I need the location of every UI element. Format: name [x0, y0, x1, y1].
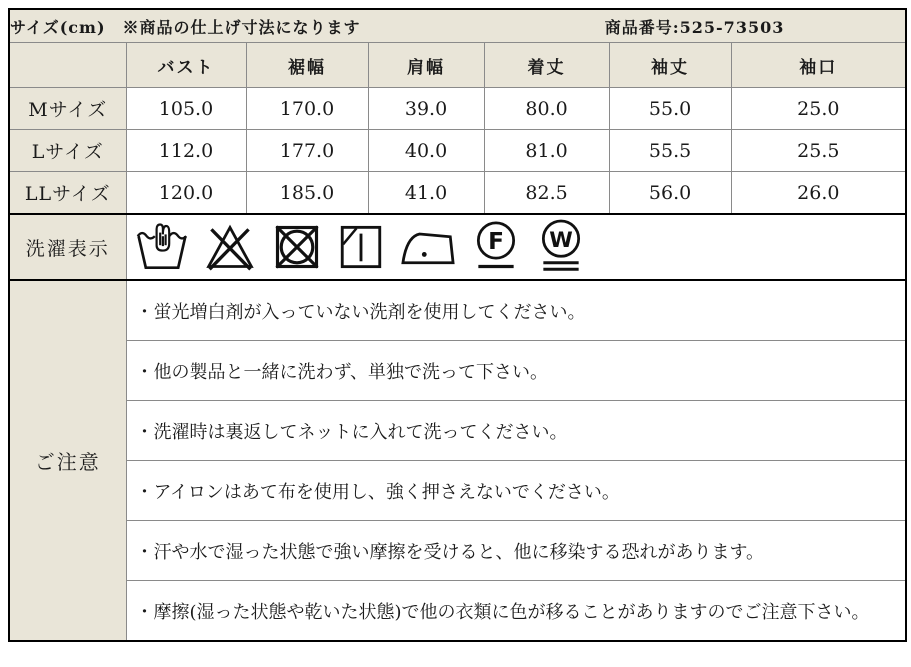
- column-header-row: [9, 43, 906, 88]
- size-row-l: [9, 130, 906, 172]
- size-value-cell: 112.0: [126, 130, 246, 172]
- column-header-hem-width: 裾幅: [246, 43, 368, 88]
- product-size-spec-page: [0, 8, 911, 667]
- care-note-row: [9, 280, 906, 341]
- care-note-row: [9, 461, 906, 521]
- size-value-cell: 25.0: [731, 88, 906, 130]
- size-value-cell: 81.0: [484, 130, 609, 172]
- care-symbols-strip: [127, 219, 906, 275]
- column-header-shoulder-width: 肩幅: [368, 43, 484, 88]
- size-label-ll: LLサイズ: [9, 172, 126, 215]
- product-number: 商品番号:525-73503: [484, 9, 906, 43]
- size-value-cell: 185.0: [246, 172, 368, 215]
- notes-section-label: ご注意: [9, 280, 126, 641]
- size-row-m: [9, 88, 906, 130]
- care-note-row: [9, 521, 906, 581]
- size-row-ll: [9, 172, 906, 215]
- hand-wash-icon: [135, 221, 189, 273]
- care-symbols-row: [9, 214, 906, 280]
- title-row: [9, 9, 906, 43]
- care-note: ・他の製品と一緒に洗わず、単独で洗って下さい。: [126, 341, 906, 401]
- care-note: ・汗や水で湿った状態で強い摩擦を受けると、他に移染する恐れがあります。: [126, 521, 906, 581]
- care-symbols-label: 洗濯表示: [9, 214, 126, 280]
- size-label-l: Lサイズ: [9, 130, 126, 172]
- care-note-row: [9, 401, 906, 461]
- size-value-cell: 80.0: [484, 88, 609, 130]
- svg-text:W: W: [548, 228, 573, 253]
- iron-low-heat-icon: [399, 221, 457, 273]
- size-value-cell: 26.0: [731, 172, 906, 215]
- size-value-cell: 40.0: [368, 130, 484, 172]
- column-header-cuff: 袖口: [731, 43, 906, 88]
- size-label-m: Mサイズ: [9, 88, 126, 130]
- size-value-cell: 25.5: [731, 130, 906, 172]
- column-header-bust: バスト: [126, 43, 246, 88]
- corner-empty-cell: [9, 43, 126, 88]
- dry-clean-f-gentle-icon: [470, 219, 522, 275]
- care-symbols-cell: [126, 214, 906, 280]
- do-not-bleach-icon: [202, 221, 258, 273]
- care-note-row: [9, 341, 906, 401]
- care-note-row: [9, 581, 906, 642]
- column-header-length: 着丈: [484, 43, 609, 88]
- care-note: ・摩擦(湿った状態や乾いた状態)で他の衣類に色が移ることがありますのでご注意下さい。: [126, 581, 906, 642]
- wet-clean-w-very-gentle-icon: [535, 219, 587, 275]
- size-value-cell: 55.0: [609, 88, 731, 130]
- size-value-cell: 170.0: [246, 88, 368, 130]
- care-note: ・蛍光増白剤が入っていない洗剤を使用してください。: [126, 280, 906, 341]
- size-value-cell: 177.0: [246, 130, 368, 172]
- line-dry-in-shade-icon: [336, 221, 386, 273]
- size-value-cell: 55.5: [609, 130, 731, 172]
- size-value-cell: 82.5: [484, 172, 609, 215]
- size-value-cell: 105.0: [126, 88, 246, 130]
- size-value-cell: 41.0: [368, 172, 484, 215]
- svg-text:F: F: [487, 227, 504, 255]
- do-not-tumble-dry-icon: [271, 221, 323, 273]
- column-header-sleeve-length: 袖丈: [609, 43, 731, 88]
- care-note: ・アイロンはあて布を使用し、強く押さえないでください。: [126, 461, 906, 521]
- size-value-cell: 56.0: [609, 172, 731, 215]
- size-chart-title: サイズ(cm) ※商品の仕上げ寸法になります: [9, 9, 484, 43]
- size-value-cell: 120.0: [126, 172, 246, 215]
- care-note: ・洗濯時は裏返してネットに入れて洗ってください。: [126, 401, 906, 461]
- size-value-cell: 39.0: [368, 88, 484, 130]
- size-spec-table: [8, 8, 907, 642]
